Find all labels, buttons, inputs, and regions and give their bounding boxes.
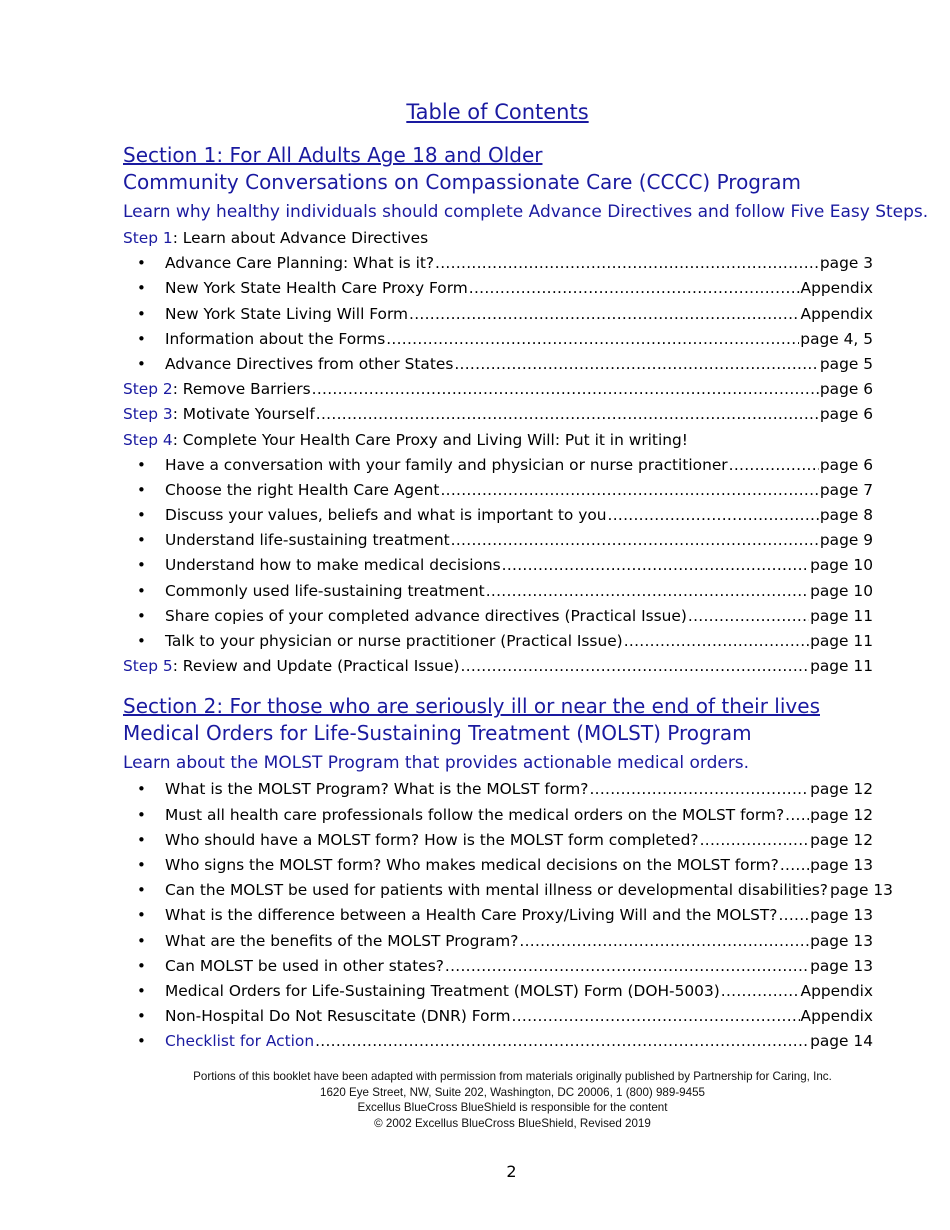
entry-page: page 11 <box>810 657 873 676</box>
bullet-icon: • <box>137 830 146 849</box>
toc-step-2[interactable] <box>123 377 873 402</box>
entry-page: page 13 <box>829 881 893 900</box>
toc-entry[interactable] <box>123 352 873 377</box>
section-1-intro: Learn why healthy individuals should complete Advance Directives and follow Five Easy Steps. <box>123 202 929 222</box>
section-2-list <box>123 777 893 1054</box>
entry-page: Appendix <box>800 279 873 298</box>
step-text: : Learn about Advance Directives <box>172 229 429 247</box>
entry-page: page 12 <box>810 780 873 799</box>
bullet-icon: • <box>137 956 146 975</box>
bullet-icon: • <box>137 480 146 499</box>
entry-text: What is the MOLST Program? What is the MOLST form? <box>165 780 589 799</box>
entry-text: What are the benefits of the MOLST Program? <box>165 931 519 950</box>
entry-page: Appendix <box>800 1007 873 1026</box>
step-label: Step 4 <box>123 430 173 449</box>
entry-page: page 12 <box>810 830 873 849</box>
bullet-icon: • <box>137 254 146 273</box>
toc-entry[interactable] <box>123 979 873 1004</box>
bullet-icon: • <box>137 805 146 824</box>
dot-leader <box>312 377 819 402</box>
entry-page: page 13 <box>810 931 873 950</box>
dot-leader <box>729 453 819 478</box>
toc-entry[interactable] <box>123 903 873 928</box>
dot-leader <box>688 604 809 629</box>
entry-page: page 14 <box>810 1032 873 1051</box>
toc-entry[interactable] <box>123 478 873 503</box>
entry-page: page 3 <box>819 254 873 273</box>
entry-text: Who should have a MOLST form? How is the MOLST form completed? <box>165 830 699 849</box>
bullet-icon: • <box>137 981 146 1000</box>
bullet-icon: • <box>137 354 146 373</box>
toc-step-5[interactable] <box>123 654 873 679</box>
toc-entry[interactable] <box>123 954 873 979</box>
entry-page: page 13 <box>810 855 873 874</box>
section-1-title-link[interactable]: Section 1: For All Adults Age 18 and Older <box>123 143 543 167</box>
dot-leader <box>486 579 809 604</box>
entry-text: Understand how to make medical decisions <box>165 556 501 575</box>
dot-leader <box>316 402 819 427</box>
entry-text: Medical Orders for Life-Sustaining Treatment (MOLST) Form (DOH-5003) <box>165 981 720 1000</box>
entry-text: Must all health care professionals follow the medical orders on the MOLST form? <box>165 805 785 824</box>
entry-text: Understand life-sustaining treatment <box>165 531 450 550</box>
entry-text: Choose the right Health Care Agent <box>165 480 440 499</box>
toc-entry[interactable] <box>123 327 873 352</box>
entry-page: Appendix <box>800 981 873 1000</box>
bullet-icon: • <box>137 906 146 925</box>
dot-leader <box>461 654 810 679</box>
entry-page: page 12 <box>810 805 873 824</box>
bullet-icon: • <box>137 881 146 900</box>
toc-entry[interactable] <box>123 1004 873 1029</box>
dot-leader <box>700 828 810 853</box>
entry-text: Can the MOLST be used for patients with mental illness or developmental disabilities? <box>165 881 828 900</box>
entry-page: Appendix <box>800 304 873 323</box>
toc-entry[interactable] <box>123 803 873 828</box>
dot-leader <box>502 553 809 578</box>
section-1-subtitle: Community Conversations on Compassionate Care (CCCC) Program <box>123 170 801 194</box>
dot-leader <box>519 929 809 954</box>
toc-entry-checklist[interactable] <box>123 1029 873 1054</box>
toc-entry[interactable] <box>123 251 873 276</box>
toc-step-4 <box>123 428 873 453</box>
entry-text: Advance Directives from other States <box>165 354 454 373</box>
entry-text: Information about the Forms <box>165 329 386 348</box>
entry-page: page 9 <box>819 531 873 550</box>
dot-leader <box>780 853 809 878</box>
bullet-icon: • <box>137 304 146 323</box>
entry-text: Discuss your values, beliefs and what is important to you <box>165 506 607 525</box>
footer-line: Portions of this booklet have been adapted with permission from materials originally published by Partnership for Caring, Inc. <box>193 1070 832 1083</box>
entry-page: page 7 <box>819 480 873 499</box>
bullet-icon: • <box>137 1032 146 1051</box>
toc-entry[interactable] <box>123 302 873 327</box>
step-text: : Review and Update (Practical Issue) <box>172 657 460 676</box>
section-2-intro: Learn about the MOLST Program that provides actionable medical orders. <box>123 753 750 774</box>
entry-text: Commonly used life-sustaining treatment <box>165 581 485 600</box>
dot-leader <box>435 251 819 276</box>
entry-text: Advance Care Planning: What is it? <box>165 254 435 273</box>
entry-page: page 10 <box>810 581 873 600</box>
step-label: Step 5 <box>123 657 173 676</box>
bullet-icon: • <box>137 780 146 799</box>
entry-text: Non-Hospital Do Not Resuscitate (DNR) Form <box>165 1007 511 1026</box>
footer-line: © 2002 Excellus BlueCross BlueShield, Revised 2019 <box>374 1116 651 1130</box>
dot-leader <box>315 1029 809 1054</box>
toc-entry[interactable] <box>123 453 873 478</box>
toc-entry[interactable] <box>123 629 873 654</box>
bullet-icon: • <box>137 606 146 625</box>
dot-leader <box>386 327 799 352</box>
entry-text: Talk to your physician or nurse practitioner (Practical Issue) <box>165 632 623 650</box>
page-number: 2 <box>506 1162 517 1181</box>
entry-page: page 6 <box>819 455 873 474</box>
section-gap <box>123 679 873 693</box>
entry-page: page 13 <box>810 906 873 925</box>
entry-page: page 8 <box>819 506 873 525</box>
entry-page: page 4, 5 <box>800 329 873 348</box>
footer-line: Excellus BlueCross BlueShield is responsible for the content <box>357 1101 668 1115</box>
step-4-list <box>123 453 873 655</box>
dot-leader <box>589 777 809 802</box>
page-title[interactable]: Table of Contents <box>406 100 589 124</box>
toc-entry[interactable] <box>123 579 873 604</box>
bullet-icon: • <box>137 581 146 600</box>
step-label: Step 1 <box>123 229 173 247</box>
entry-text: Can MOLST be used in other states? <box>165 956 444 975</box>
bullet-icon: • <box>137 455 146 474</box>
dot-leader <box>785 803 809 828</box>
toc-entry[interactable] <box>123 929 873 954</box>
toc-entry[interactable] <box>123 528 873 553</box>
dot-leader <box>454 352 819 377</box>
bullet-icon: • <box>137 556 146 575</box>
entry-page: page 11 <box>810 606 873 625</box>
toc-entry[interactable] <box>123 604 873 629</box>
step-text: : Remove Barriers <box>172 380 311 399</box>
dot-leader <box>778 903 809 928</box>
dot-leader <box>624 629 809 654</box>
entry-text: Who signs the MOLST form? Who makes medical decisions on the MOLST form? <box>165 855 779 874</box>
checklist-link[interactable]: Checklist for Action <box>165 1032 315 1051</box>
bullet-icon: • <box>137 531 146 550</box>
dot-leader <box>409 302 800 327</box>
toc-entry[interactable] <box>123 828 873 853</box>
footer <box>0 1069 950 1131</box>
toc-entry[interactable] <box>123 503 873 528</box>
entry-page: page 10 <box>810 556 873 575</box>
dot-leader <box>451 528 819 553</box>
toc-entry[interactable] <box>123 553 873 578</box>
entry-page: page 13 <box>810 956 873 975</box>
dot-leader <box>469 276 800 301</box>
toc-entry[interactable] <box>123 878 893 903</box>
bullet-icon: • <box>137 931 146 950</box>
bullet-icon: • <box>137 855 146 874</box>
dot-leader <box>721 979 800 1004</box>
entry-text: Have a conversation with your family and physician or nurse practitioner <box>165 455 728 474</box>
bullet-icon: • <box>137 1007 146 1026</box>
entry-page: page 5 <box>819 354 873 373</box>
toc-content <box>123 142 929 1054</box>
footer-line: 1620 Eye Street, NW, Suite 202, Washington, DC 20006, 1 (800) 989-9455 <box>320 1085 705 1099</box>
entry-text: New York State Health Care Proxy Form <box>165 279 468 298</box>
entry-text: Share copies of your completed advance directives (Practical Issue) <box>165 606 687 625</box>
toc-entry[interactable] <box>123 276 873 301</box>
dot-leader <box>608 503 819 528</box>
bullet-icon: • <box>137 632 146 650</box>
step-text: : Motivate Yourself <box>172 405 315 424</box>
step-1-list <box>123 251 873 377</box>
section-2-subtitle: Medical Orders for Life-Sustaining Treatment (MOLST) Program <box>123 721 752 746</box>
entry-text: What is the difference between a Health Care Proxy/Living Will and the MOLST? <box>165 906 778 925</box>
dot-leader <box>512 1004 800 1029</box>
step-label: Step 3 <box>123 405 173 424</box>
bullet-icon: • <box>137 506 146 525</box>
entry-page: page 6 <box>819 405 873 424</box>
toc-entry[interactable] <box>123 777 873 802</box>
bullet-icon: • <box>137 279 146 298</box>
entry-text: New York State Living Will Form <box>165 304 409 323</box>
entry-page: page 6 <box>819 380 873 399</box>
bullet-icon: • <box>137 329 146 348</box>
step-label: Step 2 <box>123 380 173 399</box>
dot-leader <box>445 954 809 979</box>
dot-leader <box>440 478 818 503</box>
toc-step-1 <box>123 226 873 251</box>
step-text: : Complete Your Health Care Proxy and Living Will: Put it in writing! <box>172 430 688 449</box>
toc-step-3[interactable] <box>123 402 873 427</box>
toc-entry[interactable] <box>123 853 873 878</box>
section-2-title-link[interactable]: Section 2: For those who are seriously ill or near the end of their lives <box>123 694 820 719</box>
entry-page: page 11 <box>810 632 873 650</box>
